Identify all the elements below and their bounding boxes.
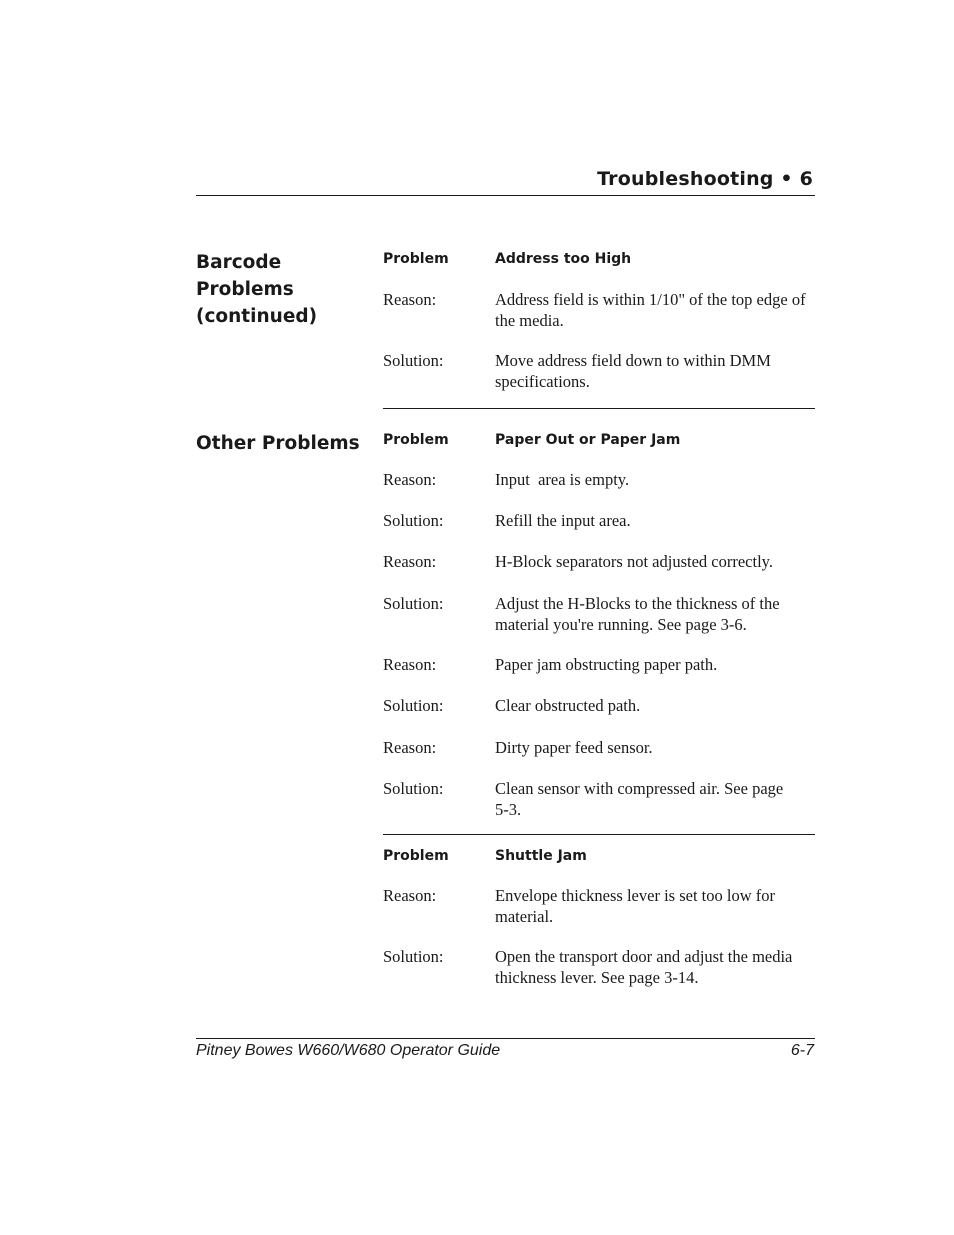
- reason-text: Address field is within 1/10" of the top edge of the media.: [495, 290, 806, 330]
- reason-label: Reason:: [383, 470, 437, 489]
- reason-text: H-Block separators not adjusted correctly.: [495, 552, 773, 571]
- problem-title: Paper Out or Paper Jam: [495, 432, 681, 448]
- reason-label: Reason:: [383, 552, 437, 571]
- solution-text: Clean sensor with compressed air. See page 5-3.: [495, 779, 784, 819]
- problem-label: Problem: [383, 848, 449, 864]
- reason-label: Reason:: [383, 655, 437, 674]
- reason-text: Dirty paper feed sensor.: [495, 738, 653, 757]
- footer-guide-title: Pitney Bowes W660/W680 Operator Guide: [196, 1042, 501, 1059]
- solution-label: Solution:: [383, 779, 444, 798]
- solution-label: Solution:: [383, 511, 444, 530]
- reason-label: Reason:: [383, 738, 437, 757]
- problem-label: Problem: [383, 251, 449, 267]
- chapter-header: Troubleshooting • 6: [597, 168, 813, 190]
- solution-text: Clear obstructed path.: [495, 696, 641, 715]
- solution-label: Solution:: [383, 947, 444, 966]
- solution-label: Solution:: [383, 696, 444, 715]
- problem-title: Address too High: [495, 251, 632, 267]
- solution-label: Solution:: [383, 594, 444, 613]
- footer-page-number: 6-7: [790, 1042, 814, 1059]
- header-rule: [196, 195, 815, 196]
- solution-text: Open the transport door and adjust the media thickness lever. See page 3-14.: [495, 947, 793, 987]
- section-title-other: Other Problems: [196, 433, 360, 454]
- divider: [383, 408, 815, 409]
- reason-text: Input area is empty.: [495, 470, 630, 489]
- solution-text: Refill the input area.: [495, 511, 631, 530]
- section-title-barcode: Barcode Problems (continued): [196, 252, 318, 327]
- reason-text: Envelope thickness lever is set too low for material.: [495, 886, 775, 926]
- reason-label: Reason:: [383, 886, 437, 905]
- solution-text: Adjust the H-Blocks to the thickness of the material you're running. See page 3-6.: [495, 594, 780, 634]
- footer-rule: [196, 1038, 815, 1039]
- solution-text: Move address field down to within DMM specifications.: [495, 351, 771, 391]
- reason-text: Paper jam obstructing paper path.: [495, 655, 718, 674]
- problem-label: Problem: [383, 432, 449, 448]
- reason-label: Reason:: [383, 290, 437, 309]
- divider: [383, 834, 815, 835]
- problem-title: Shuttle Jam: [495, 848, 587, 864]
- solution-label: Solution:: [383, 351, 444, 370]
